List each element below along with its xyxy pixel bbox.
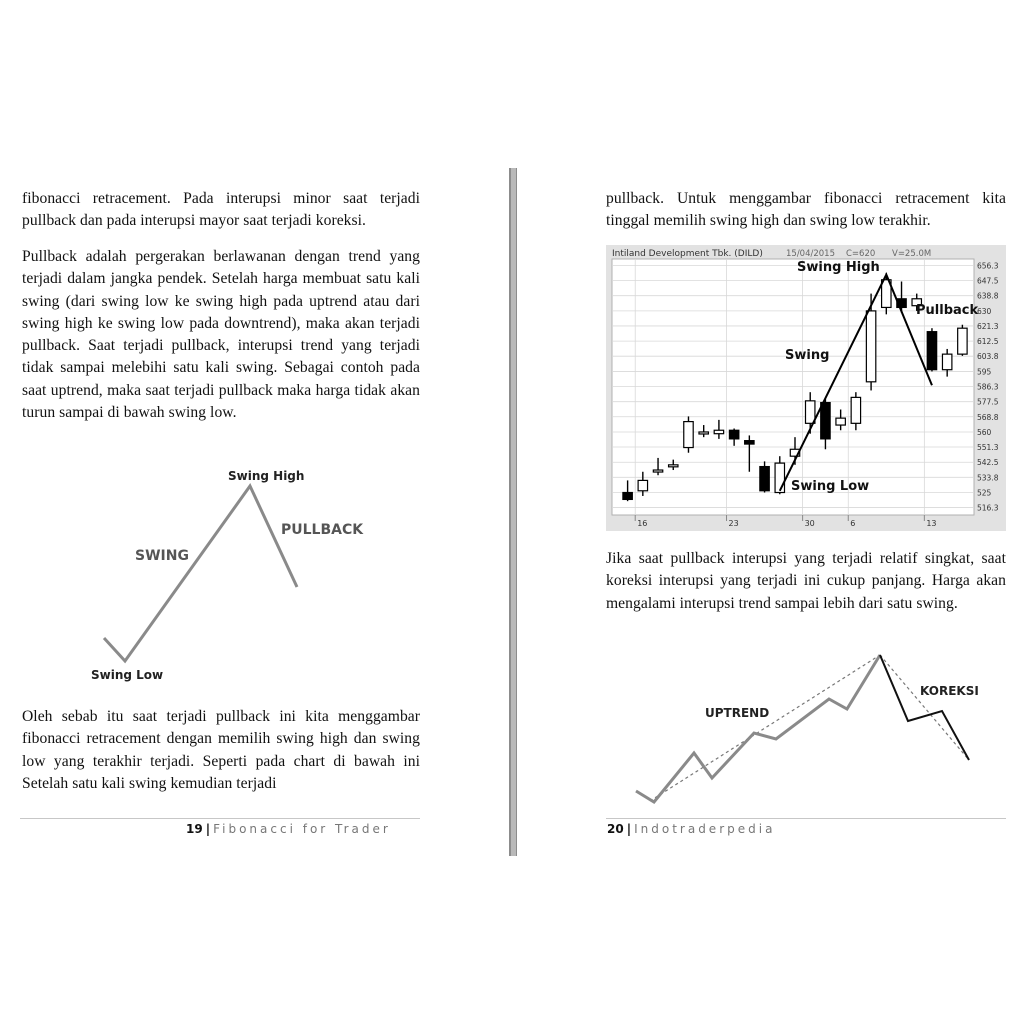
x-tick-label: 23 — [728, 519, 739, 528]
y-tick-label: 551.3 — [977, 443, 999, 453]
y-tick-label: 577.5 — [977, 397, 999, 407]
candle-down — [729, 430, 738, 439]
book-spine-divider — [509, 168, 517, 856]
y-tick-label: 630 — [977, 306, 992, 316]
x-tick-label: 6 — [850, 519, 856, 528]
right-paragraph-2: Jika saat pullback interupsi yang terjadi relatif singkat, saat koreksi interupsi yang terjadi ini cukup panjang. Harga akan mengalami interupsi trend sampai lebih dari satu swing. — [606, 550, 1006, 612]
swing-diagram — [80, 460, 380, 695]
uptrend-label: UPTREND — [705, 706, 770, 720]
y-tick-label: 595 — [977, 367, 992, 377]
candle-down — [821, 403, 830, 439]
candle-up — [653, 470, 662, 472]
left-page-number: 19 — [186, 822, 203, 836]
chart-annotation-pullback: Pullback — [916, 303, 979, 318]
candle-up — [806, 401, 815, 423]
left-paragraph-2: Pullback adalah pergerakan berlawanan dengan trend yang terjadi dalam jangka pendek. Setelah harga membuat satu kali swing (dari swing low ke swing high pada uptrend atau dari swing high ke swing low pada downtrend), maka akan terjadi pullback. Saat terjadi pullback, interupsi trend yang terjadi tidak sampai melebihi satu kali swing. Sebagai contoh pada saat uptrend, maka saat terjadi pullback maka harga tidak akan turun sampai di bawah swing low. — [22, 248, 420, 422]
uptrend-price-path — [636, 655, 880, 802]
left-paragraph-1: fibonacci retracement. Pada interupsi minor saat terjadi pullback dan pada interupsi mayor saat terjadi koreksi. — [22, 190, 420, 230]
candle-up — [942, 354, 951, 370]
candle-up — [866, 311, 875, 382]
y-tick-label: 603.8 — [977, 352, 999, 362]
correction-trendline — [880, 655, 969, 760]
x-tick-label: 13 — [926, 519, 937, 528]
candle-up — [669, 465, 678, 467]
candle-down — [760, 467, 769, 491]
y-tick-label: 542.5 — [977, 458, 999, 468]
candlestick-chart-svg — [606, 245, 1006, 531]
left-footer-title: Fibonacci for Trader — [213, 822, 391, 836]
y-tick-label: 560 — [977, 427, 992, 437]
y-tick-label: 621.3 — [977, 321, 999, 331]
candle-down — [623, 493, 632, 500]
candle-down — [745, 441, 754, 444]
candle-up — [775, 463, 784, 492]
left-footer-separator: | — [205, 822, 211, 836]
x-tick-label: 16 — [637, 519, 648, 528]
candle-up — [851, 397, 860, 423]
chart-header-date: 15/04/2015 — [786, 249, 835, 259]
y-tick-label: 525 — [977, 488, 992, 498]
swing-high-label: Swing High — [228, 469, 305, 483]
chart-annotation-swing-low: Swing Low — [791, 479, 870, 494]
y-tick-label: 638.8 — [977, 291, 999, 301]
chart-annotation-swing: Swing — [785, 348, 830, 363]
y-tick-label: 568.8 — [977, 412, 999, 422]
y-tick-label: 586.3 — [977, 382, 999, 392]
candle-up — [958, 328, 967, 354]
x-tick-label: 30 — [804, 519, 815, 528]
candle-up — [684, 422, 693, 448]
right-footer — [607, 822, 775, 836]
right-page-number: 20 — [607, 822, 624, 836]
chart-header-name: Intiland Development Tbk. (DILD) — [612, 249, 763, 259]
koreksi-label: KOREKSI — [920, 684, 979, 698]
candle-up — [836, 418, 845, 425]
left-footer — [186, 822, 391, 836]
chart-header-volume: V=25.0M — [892, 249, 932, 259]
chart-plot-area — [612, 259, 974, 515]
candle-up — [638, 480, 647, 490]
y-tick-label: 516.3 — [977, 503, 999, 513]
right-footer-separator: | — [626, 822, 632, 836]
pullback-label: PULLBACK — [281, 522, 364, 538]
uptrend-trendline — [650, 655, 880, 801]
y-tick-label: 612.5 — [977, 337, 999, 347]
chart-y-axis — [977, 261, 999, 512]
correction-diagram — [626, 645, 986, 815]
left-footer-rule — [20, 818, 420, 819]
candle-up — [699, 432, 708, 434]
swing-path-line — [104, 486, 297, 661]
right-paragraph-1: pullback. Untuk menggambar fibonacci retracement kita tinggal memilih swing high dan swing low terakhir. — [606, 190, 1006, 230]
right-footer-title: Indotraderpedia — [634, 822, 776, 836]
candlestick-chart — [606, 245, 1006, 531]
right-footer-rule — [606, 818, 1006, 819]
chart-header-close: C=620 — [846, 249, 876, 259]
swing-label: SWING — [135, 548, 189, 564]
left-paragraph-3: Oleh sebab itu saat terjadi pullback ini kita menggambar fibonacci retracement dengan memilih swing high dan swing low yang terakhir terjadi. Seperti pada chart di bawah ini Setelah satu kali swing kemudian terjadi — [22, 708, 420, 792]
y-tick-label: 656.3 — [977, 261, 999, 271]
swing-low-label: Swing Low — [91, 668, 164, 682]
y-tick-label: 533.8 — [977, 473, 999, 483]
candle-down — [927, 332, 936, 370]
y-tick-label: 647.5 — [977, 276, 999, 286]
candle-up — [714, 430, 723, 433]
chart-annotation-swing-high: Swing High — [797, 260, 880, 275]
